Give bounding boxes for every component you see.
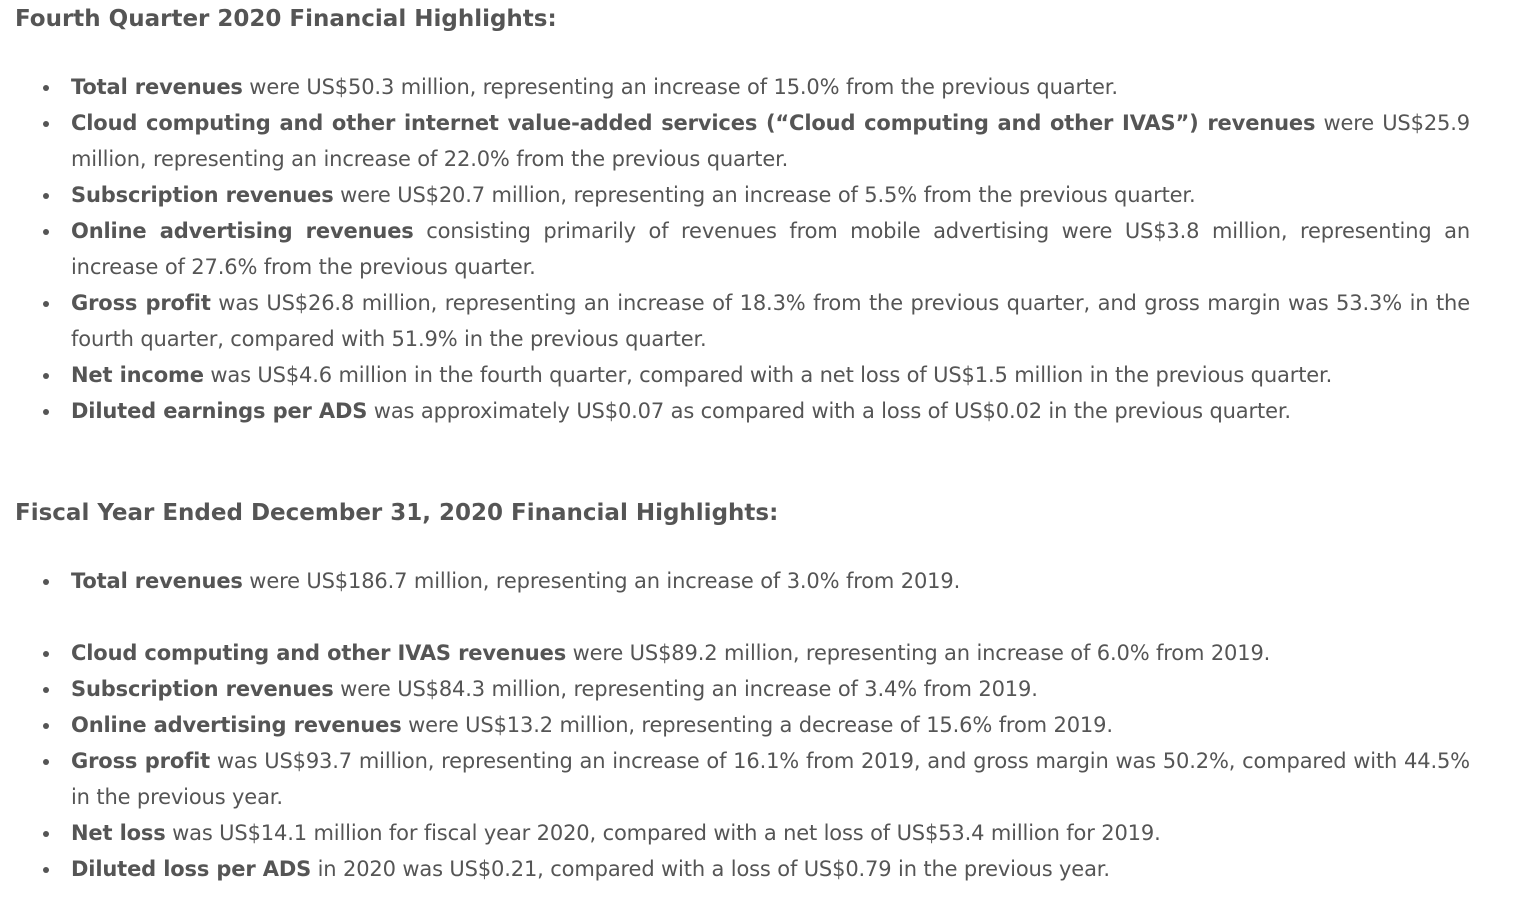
list-item	[71, 177, 1470, 213]
item-label: Subscription revenues	[71, 183, 334, 207]
list-item	[71, 69, 1470, 105]
item-label: Gross profit	[71, 749, 211, 773]
item-text: was US$26.8 million, representing an increase of 18.3% from the previous quarter, and gross margin was 53.3% in the fourth quarter, compared with 51.9% in the previous quarter.	[71, 291, 1470, 351]
list-item	[71, 105, 1470, 177]
item-label: Online advertising revenues	[71, 219, 414, 243]
item-text: consisting primarily of revenues from mobile advertising were US$3.8 million, representing an increase of 27.6% from the previous quarter.	[71, 219, 1471, 279]
item-text: were US$13.2 million, representing a decrease of 15.6% from 2019.	[401, 713, 1113, 737]
item-label: Diluted loss per ADS	[71, 857, 312, 881]
item-label: Net loss	[71, 821, 166, 845]
item-label: Gross profit	[71, 291, 211, 315]
item-label: Subscription revenues	[71, 677, 334, 701]
list-item	[71, 393, 1470, 429]
fy-highlights-heading: Fiscal Year Ended December 31, 2020 Financial Highlights:	[15, 500, 779, 526]
list-item	[71, 563, 1470, 599]
fy-highlights-list	[0, 563, 1470, 887]
list-item	[71, 213, 1470, 285]
list-item	[71, 671, 1470, 707]
q4-highlights-heading: Fourth Quarter 2020 Financial Highlights:	[15, 6, 557, 32]
list-item	[71, 285, 1470, 357]
item-text: in 2020 was US$0.21, compared with a loss of US$0.79 in the previous year.	[311, 857, 1110, 881]
item-text: were US$20.7 million, representing an increase of 5.5% from the previous quarter.	[333, 183, 1196, 207]
list-item	[71, 743, 1470, 815]
item-text: were US$84.3 million, representing an increase of 3.4% from 2019.	[333, 677, 1038, 701]
item-label: Cloud computing and other internet value-added services (“Cloud computing and other IVAS”) revenues	[71, 111, 1316, 135]
item-label: Net income	[71, 363, 204, 387]
item-label: Cloud computing and other IVAS revenues	[71, 641, 567, 665]
item-text: was US$93.7 million, representing an increase of 16.1% from 2019, and gross margin was 50.2%, compared with 44.5% in the previous year.	[71, 749, 1470, 809]
item-text: were US$186.7 million, representing an increase of 3.0% from 2019.	[242, 569, 961, 593]
item-label: Online advertising revenues	[71, 713, 402, 737]
item-label: Total revenues	[71, 75, 243, 99]
item-text: were US$89.2 million, representing an increase of 6.0% from 2019.	[566, 641, 1271, 665]
list-item	[71, 707, 1470, 743]
list-item	[71, 815, 1470, 851]
item-label: Diluted earnings per ADS	[71, 399, 368, 423]
list-item	[71, 635, 1470, 671]
list-item	[71, 851, 1470, 887]
item-text: were US$25.9 million, representing an increase of 22.0% from the previous quarter.	[71, 111, 1470, 171]
item-text: was US$14.1 million for fiscal year 2020, compared with a net loss of US$53.4 million for 2019.	[165, 821, 1161, 845]
item-text: was approximately US$0.07 as compared with a loss of US$0.02 in the previous quarter.	[367, 399, 1291, 423]
list-item	[71, 357, 1470, 393]
item-text: were US$50.3 million, representing an increase of 15.0% from the previous quarter.	[242, 75, 1118, 99]
item-text: was US$4.6 million in the fourth quarter, compared with a net loss of US$1.5 million in the previous quarter.	[203, 363, 1333, 387]
item-label: Total revenues	[71, 569, 243, 593]
q4-highlights-list	[0, 69, 1470, 429]
